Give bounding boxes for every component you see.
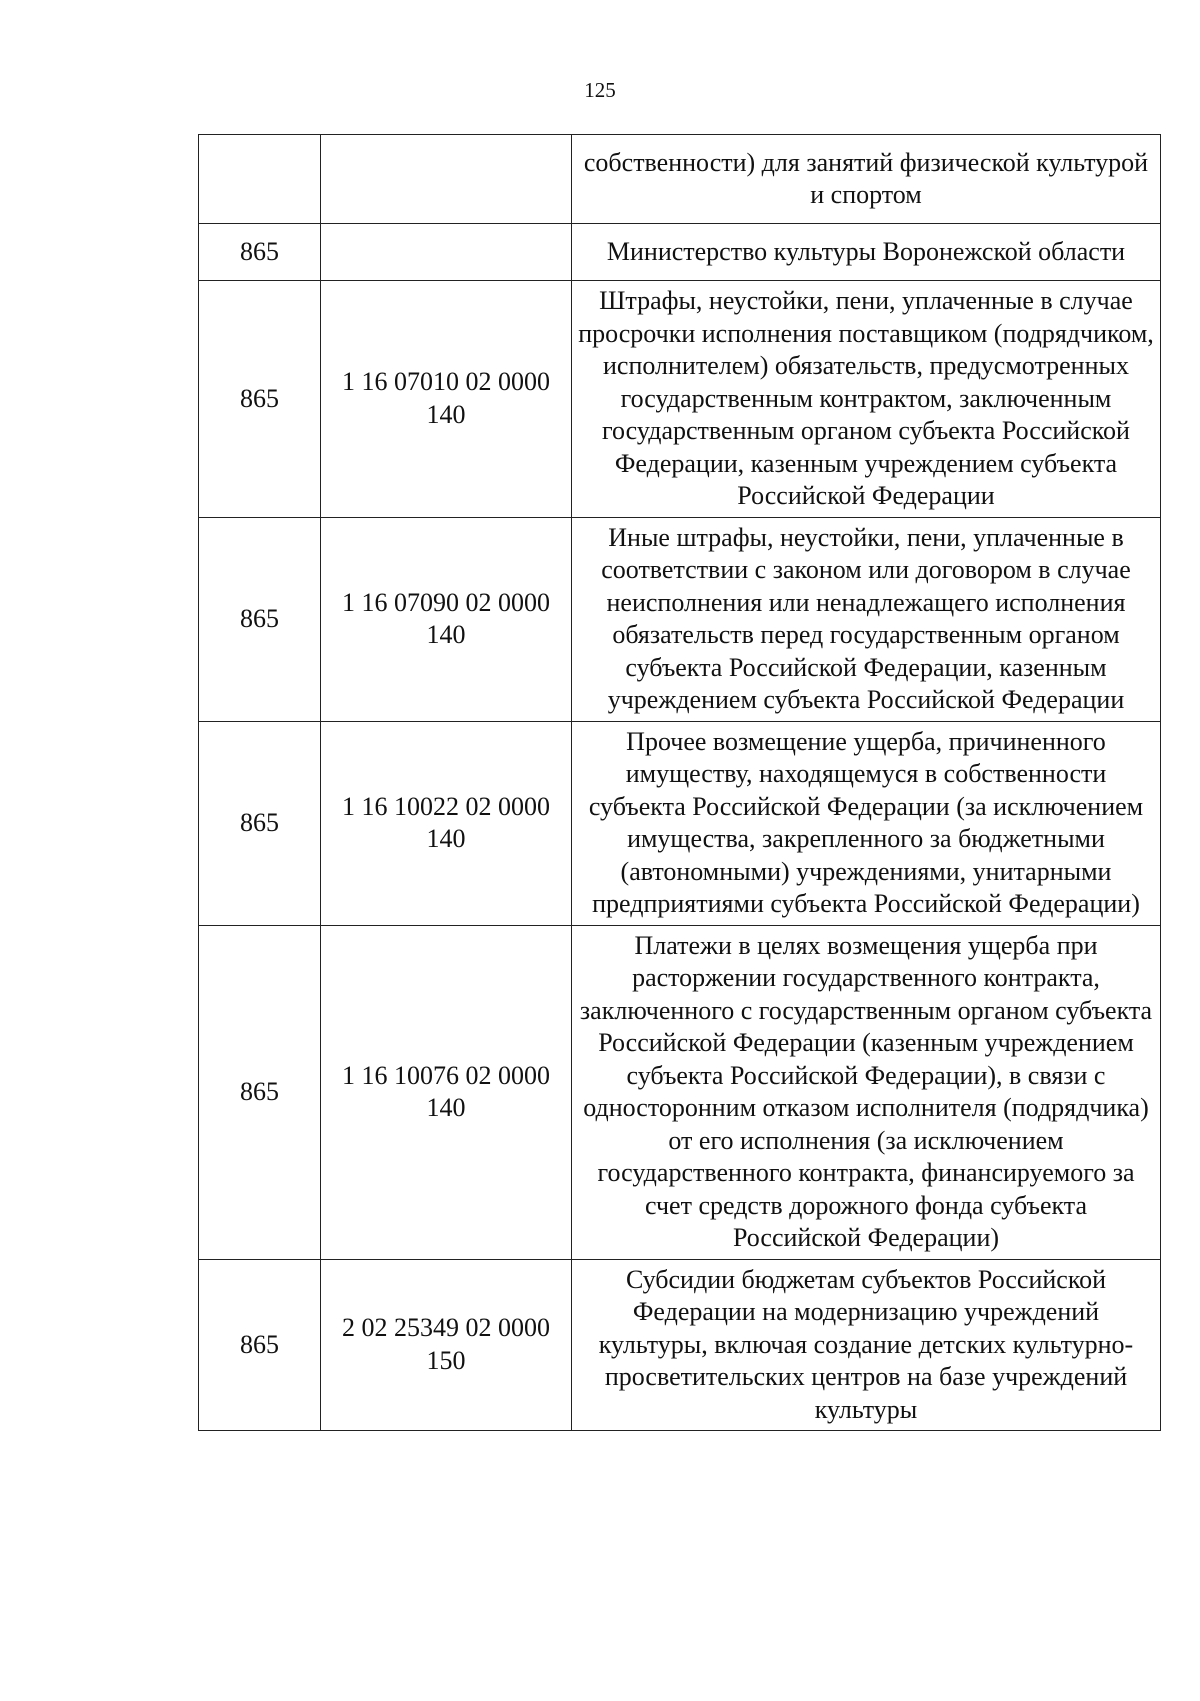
table-row (199, 721, 1161, 925)
table-row (199, 281, 1161, 518)
table-row (199, 224, 1161, 281)
budget-code-line2: 140 (426, 1093, 466, 1122)
budget-code-cell (321, 721, 572, 925)
budget-code-line1: 1 16 10076 02 0000 (342, 1060, 550, 1090)
budget-code-line2: 150 (426, 1345, 466, 1375)
budget-code-cell (321, 1259, 572, 1431)
budget-code-cell (321, 281, 572, 518)
admin-code-cell: 865 (199, 517, 321, 721)
budget-code-cell (321, 224, 572, 281)
income-name-cell: собственности) для занятий физической культурой и спортом (572, 135, 1161, 224)
budget-code-line1: 2 02 25349 02 0000 (342, 1313, 550, 1343)
admin-code-cell: 865 (199, 1259, 321, 1431)
budget-code-cell (321, 925, 572, 1259)
income-name-cell: Министерство культуры Воронежской области (572, 224, 1161, 281)
revenue-codes-table (198, 134, 1161, 1431)
admin-code-cell (199, 135, 321, 224)
budget-code-line1: 1 16 07010 02 0000 (342, 367, 550, 397)
table-row (199, 925, 1161, 1259)
income-name-cell: Иные штрафы, неустойки, пени, уплаченные в соответствии с законом или договором в случае неисполнения или ненадлежащего исполнения обязательств перед государственным органом субъекта Российской Федерации, казенным учреждением субъекта Российской Федерации (572, 517, 1161, 721)
admin-code-cell: 865 (199, 224, 321, 281)
table-row (199, 517, 1161, 721)
budget-code-cell (321, 135, 572, 224)
table-row (199, 135, 1161, 224)
income-name-cell: Штрафы, неустойки, пени, уплаченные в случае просрочки исполнения поставщиком (подрядчиком, исполнителем) обязательств, предусмотренных государственным контрактом, заключенным государственным органом субъекта Российской Федерации, казенным учреждением субъекта Российской Федерации (572, 281, 1161, 518)
admin-code-cell: 865 (199, 281, 321, 518)
admin-code-cell: 865 (199, 721, 321, 925)
budget-code-line2: 140 (426, 399, 466, 429)
budget-code-line2: 140 (426, 824, 466, 853)
budget-code-line1: 1 16 07090 02 0000 (342, 587, 550, 617)
budget-code-line1: 1 16 10022 02 0000 (342, 791, 550, 821)
income-name-cell: Платежи в целях возмещения ущерба при расторжении государственного контракта, заключенного с государственным органом субъекта Российской Федерации (казенным учреждением субъекта Российской Федерации), в связи с односторонним отказом исполнителя (подрядчика) от его исполнения (за исключением государственного контракта, финансируемого за счет средств дорожного фонда субъекта Российской Федерации) (572, 925, 1161, 1259)
budget-code-cell (321, 517, 572, 721)
budget-code-line2: 140 (426, 620, 466, 649)
table-row (199, 1259, 1161, 1431)
page-number: 125 (584, 78, 616, 102)
admin-code-cell: 865 (199, 925, 321, 1259)
income-name-cell: Прочее возмещение ущерба, причиненного имуществу, находящемуся в собственности субъекта Российской Федерации (за исключением имущества, закрепленного за бюджетными (автономными) учреждениями, унитарными предприятиями субъекта Российской Федерации) (572, 721, 1161, 925)
income-name-cell: Субсидии бюджетам субъектов Российской Федерации на модернизацию учреждений культуры, включая создание детских культурно-просветительских центров на базе учреждений культуры (572, 1259, 1161, 1431)
